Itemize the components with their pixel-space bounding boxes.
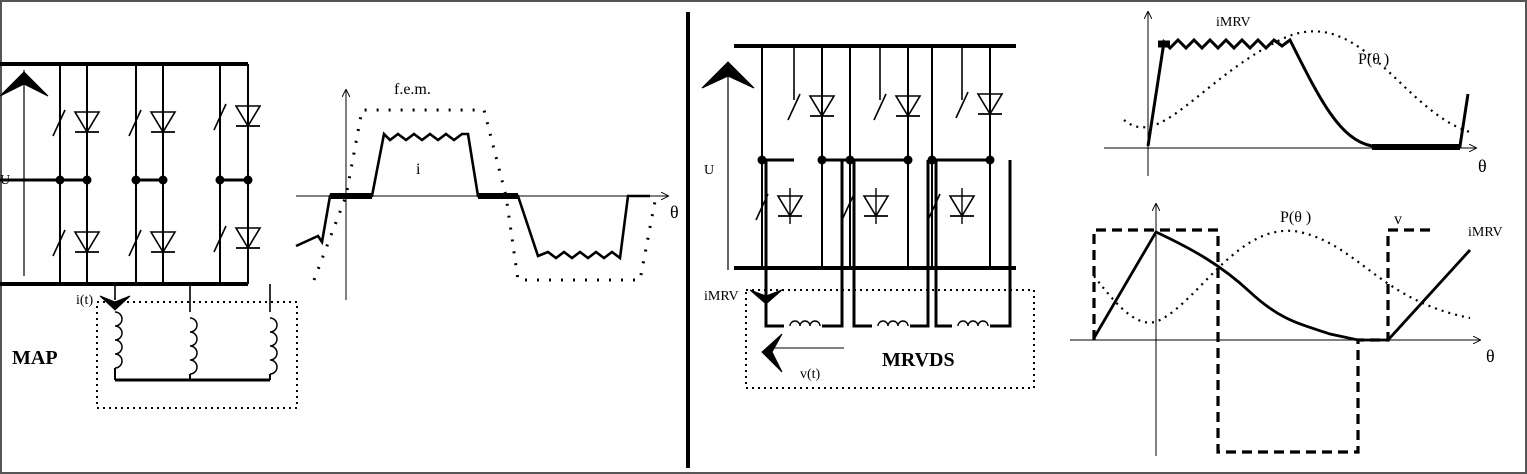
top-graph-power-label: P(θ ) bbox=[1358, 51, 1390, 68]
bottom-graph-voltage-label: v bbox=[1394, 211, 1402, 228]
map-voltage-label: U bbox=[0, 173, 11, 188]
map-current-wave-label: i bbox=[416, 161, 421, 178]
map-waveform-graph bbox=[296, 90, 668, 300]
bottom-graph-current-label: iMRV bbox=[1468, 225, 1503, 240]
map-motor-label: MAP bbox=[12, 347, 58, 369]
outer-border bbox=[1, 1, 1526, 473]
top-graph-current-label: iMRV bbox=[1216, 15, 1251, 30]
mrvds-motor-label: MRVDS bbox=[882, 349, 955, 371]
bottom-graph-power-label: P(θ ) bbox=[1280, 209, 1312, 226]
top-graph-angle-label: θ bbox=[1478, 156, 1487, 176]
bottom-graph-angle-label: θ bbox=[1486, 346, 1495, 366]
mrvds-bottom-graph bbox=[1070, 204, 1480, 456]
mrvds-top-graph bbox=[1104, 12, 1476, 176]
mrvds-phase-voltage-label: v(t) bbox=[800, 367, 821, 382]
map-angle-label: θ bbox=[670, 202, 679, 222]
map-current-label: i(t) bbox=[76, 293, 94, 308]
map-emf-label: f.e.m. bbox=[394, 81, 431, 98]
mrvds-voltage-label: U bbox=[704, 163, 715, 178]
mrvds-current-label: iMRV bbox=[704, 289, 739, 304]
mrvds-converter-circuit bbox=[702, 46, 1034, 388]
